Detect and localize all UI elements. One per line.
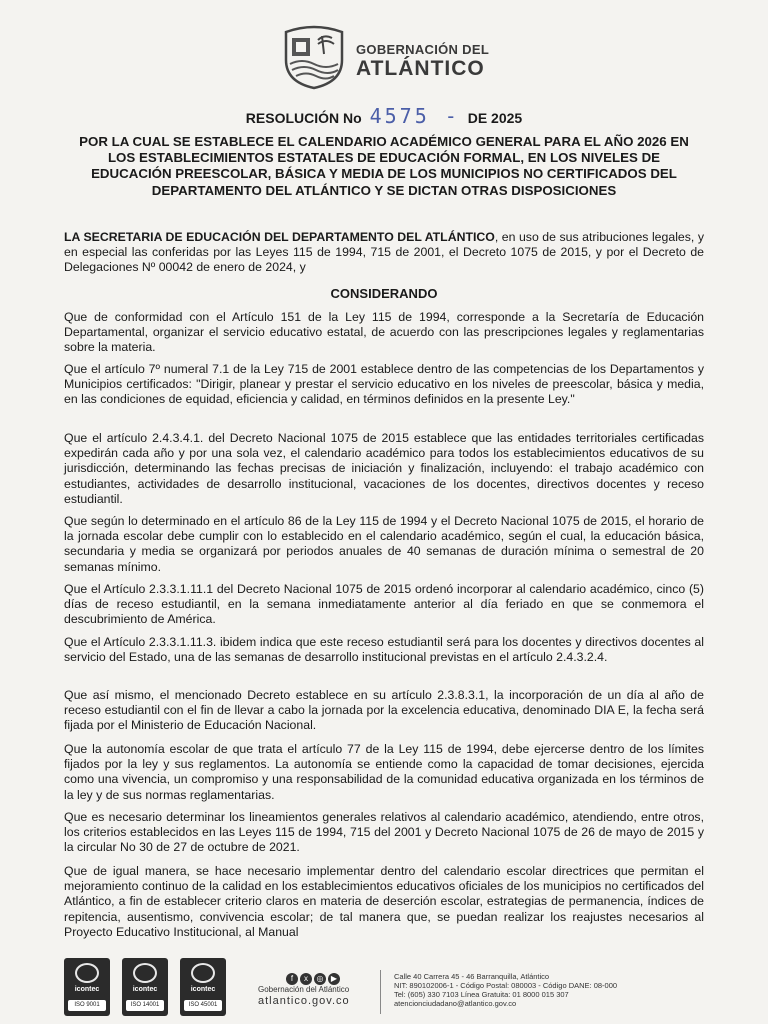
intro-bold-entity: LA SECRETARIA DE EDUCACIÓN DEL DEPARTAMENTO DEL ATLÁNTICO <box>64 230 495 244</box>
document-title: POR LA CUAL SE ESTABLECE EL CALENDARIO ACADÉMICO GENERAL PARA EL AÑO 2026 EN LOS ESTABLECIMIENTOS ESTATALES DE EDUCACIÓN FORMAL, EN LOS NIVELES DE EDUCACIÓN PREESCOLAR, BÁSICA Y MEDIA DE LOS MUNICIPIOS NO CERTIFICADOS DEL DEPARTAMENTO DEL ATLÁNTICO Y SE DICTAN OTRAS DISPOSICIONES <box>79 134 689 198</box>
cert-iso: ISO 14001 <box>126 1000 164 1011</box>
resolution-number: 4575 - <box>369 104 460 128</box>
paragraph-10: Que de igual manera, se hace necesario implementar dentro del calendario escolar directrices que permitan el mejoramiento continuo de la calidad en los establecimientos educativos oficiales de los municipios no certificados del Atlántico, a fin de establecer criterio claros en materia de deserción escolar, estrategias de permanencia, índices de repitencia, ausentismo, convivencia escolar; de tal manera que, se puedan realizar los reajustes necesarios al Proyecto Educativo Institucional, al Manual <box>64 864 704 939</box>
paragraph-4: Que según lo determinado en el artículo 86 de la Ley 115 de 1994 y el Decreto Nacional 1075 de 2015, el horario de la jornada escolar debe cumplir con lo establecido en el calendario académico, según el cual, la educación básica, secundaria y media se organizará por periodos anuales de 40 semanas de duración mínima o semestral de 20 semanas mínimo. <box>64 514 704 574</box>
logo-text-gobernacion: GOBERNACIÓN DEL <box>356 42 490 57</box>
intro-paragraph <box>64 230 704 276</box>
icontec-logo-icon <box>133 963 157 983</box>
footer-address: Calle 40 Carrera 45 - 46 Barranquilla, Atlántico <box>394 972 550 981</box>
icontec-logo-icon <box>75 963 99 983</box>
cert-brand: icontec <box>132 986 158 993</box>
header-logo <box>282 20 502 92</box>
footer-nit: NIT: 890102006-1 - Código Postal: 080003 - Código DANE: 08-000 <box>394 981 618 990</box>
logo-text-atlantico: ATLÁNTICO <box>356 57 485 80</box>
cert-brand: icontec <box>74 986 100 993</box>
footer-email-link[interactable]: atencionciudadano@atlantico.gov.co <box>394 999 517 1008</box>
resolution-line <box>0 104 768 128</box>
paragraph-7: Que así mismo, el mencionado Decreto establece en su artículo 2.3.8.3.1, la incorporación de un día al año de receso estudiantil con el fin de llevar a cabo la jornada por la excelencia educativa, denominado DIA E, la fecha será fijada por el Ministerio de Educación Nacional. <box>64 688 704 733</box>
footer-gov-name: Gobernación del Atlántico <box>258 985 350 994</box>
page-footer <box>0 950 768 1024</box>
facebook-icon[interactable]: f <box>286 973 298 985</box>
footer-phone: Tel: (605) 330 7103 Línea Gratuita: 01 8000 015 307 <box>394 990 569 999</box>
coat-of-arms-icon <box>282 24 346 90</box>
instagram-icon[interactable]: ◎ <box>314 973 326 985</box>
certification-badge <box>64 958 110 1016</box>
intro-rest: , en uso de sus atribuciones legales, y en especial las conferidas por las Leyes 115 de 1994, 715 de 2001, el Decreto 1075 de 2015, y por el Decreto de Delegaciones Nº 00042 de enero de 2024, y <box>64 230 704 275</box>
paragraph-5: Que el Artículo 2.3.3.1.11.1 del Decreto Nacional 1075 de 2015 ordenó incorporar al calendario académico, cinco (5) días de receso estudiantil, en la semana inmediatamente anterior al día feriado en que se conmemora el descubrimiento de América. <box>64 582 704 627</box>
paragraph-1: Que de conformidad con el Artículo 151 de la Ley 115 de 1994, corresponde a la Secretaría de Educación Departamental, organizar el servicio educativo estatal, de acuerdo con las prescripciones legales y reglamentarias sobre la materia. <box>64 310 704 355</box>
x-icon[interactable]: x <box>300 973 312 985</box>
footer-divider <box>380 970 381 1014</box>
paragraph-9: Que es necesario determinar los lineamientos generales relativos al calendario académico, atendiendo, entre otros, los criterios establecidos en las Leyes 115 de 1994, 715 del 2001 y Decreto Nacional 1075 de 26 de mayo de 2015 y la circular No 30 de 27 de octubre de 2021. <box>64 810 704 855</box>
cert-iso: ISO 45001 <box>184 1000 222 1011</box>
section-heading-considerando: CONSIDERANDO <box>330 286 438 301</box>
cert-iso: ISO 9001 <box>68 1000 106 1011</box>
footer-contact-info <box>394 972 617 1008</box>
social-icons <box>286 968 342 986</box>
cert-brand: icontec <box>190 986 216 993</box>
paragraph-2: Que el artículo 7º numeral 7.1 de la Ley 715 de 2001 establece dentro de las competencias de los Departamentos y Municipios certificados: "Dirigir, planear y prestar el servicio educativo en los niveles de preescolar, básica y media, en las condiciones de equidad, eficiencia y calidad, en términos definidos en la presente Ley." <box>64 362 704 407</box>
resolution-prefix: RESOLUCIÓN No <box>245 110 362 126</box>
youtube-icon[interactable]: ▶ <box>328 973 340 985</box>
paragraph-8: Que la autonomía escolar de que trata el artículo 77 de la Ley 115 de 1994, debe ejercerse dentro de los límites fijados por la ley y sus reglamentos. La autonomía se entiende como la capacidad de tomar decisiones, ejercida como una vivencia, un compromiso y una responsabilidad de la comunidad educativa organizada en los términos de la ley y de sus normas reglamentarias. <box>64 742 704 802</box>
certification-badge <box>122 958 168 1016</box>
footer-website-link[interactable]: atlantico.gov.co <box>258 995 350 1007</box>
icontec-logo-icon <box>191 963 215 983</box>
certification-badge <box>180 958 226 1016</box>
paragraph-3: Que el artículo 2.4.3.4.1. del Decreto Nacional 1075 de 2015 establece que las entidades territoriales certificadas expedirán cada año y por una sola vez, el calendario académico para todos los establecimientos educativos de su jurisdicción, determinando las fechas precisas de iniciación y finalización, incluyendo: el trabajo académico con estudiantes, actividades de desarrollo institucional, vacaciones de los docentes, directivos docentes y receso estudiantil. <box>64 431 704 506</box>
paragraph-6: Que el Artículo 2.3.3.1.11.3. ibidem indica que este receso estudiantil será para los docentes y directivos docentes al servicio del Estado, una de las semanas de desarrollo institucional previstas en el artículo 2.4.3.2.4. <box>64 635 704 665</box>
resolution-suffix: DE 2025 <box>467 110 523 126</box>
